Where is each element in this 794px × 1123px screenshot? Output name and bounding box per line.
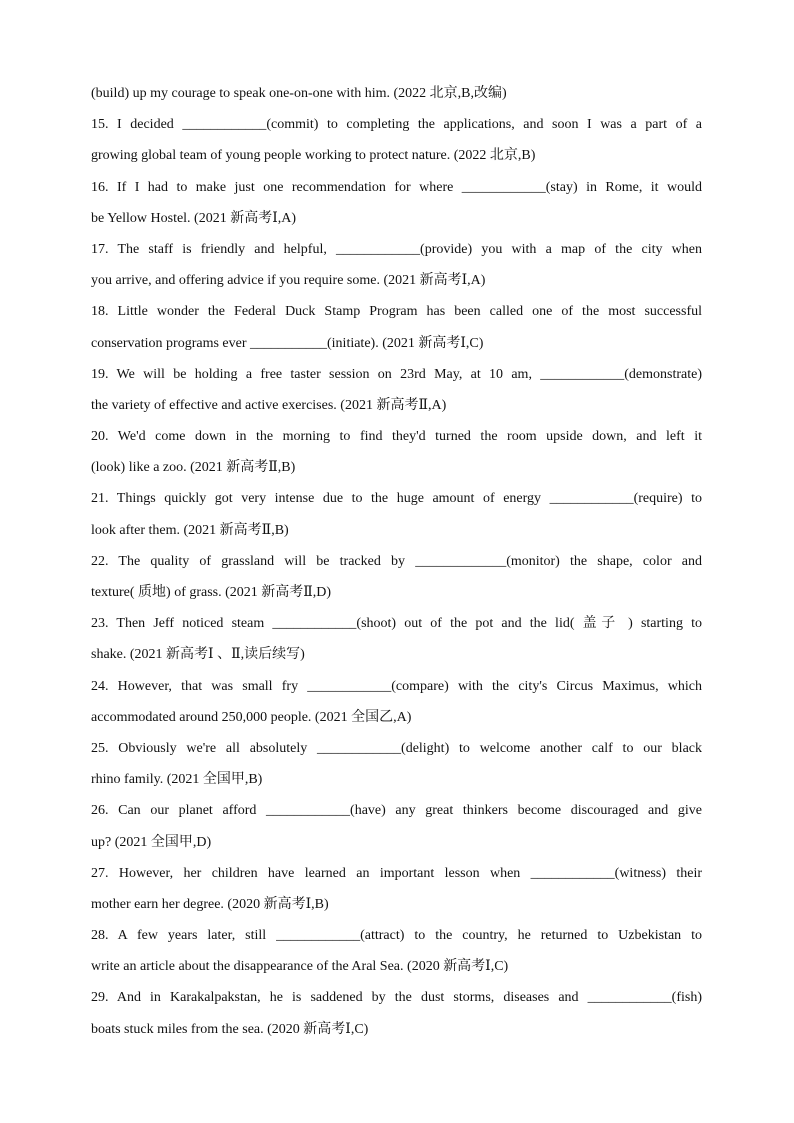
exercise-21-line-2: look after them. (2021 新高考Ⅱ,B): [91, 522, 289, 538]
exercise-29-line-1: 29. And in Karakalpakstan, he is saddened by the dust storms, diseases and ____________(fish): [91, 990, 702, 1006]
exercise-20-line-1: 20. We'd come down in the morning to find they'd turned the room upside down, and left it: [91, 429, 702, 445]
exercise-22-line-2: texture( 质地) of grass. (2021 新高考Ⅱ,D): [91, 585, 332, 600]
exercise-28-line-2: write an article about the disappearance of the Aral Sea. (2020 新高考Ⅰ,C): [91, 959, 509, 975]
exercise-21-line-1: 21. Things quickly got very intense due to the huge amount of energy ____________(require) to: [91, 491, 702, 507]
exercise-26-line-2: up? (2021 全国甲,D): [91, 834, 212, 850]
exercise-23-line-2: shake. (2021 新高考Ⅰ 、Ⅱ,读后续写): [91, 647, 305, 663]
exercise-25-line-2: rhino family. (2021 全国甲,B): [91, 772, 263, 788]
text-line: (build) up my courage to speak one-on-one with him. (2022 北京,B,改编): [91, 86, 507, 101]
exercise-27-line-2: mother earn her degree. (2020 新高考Ⅰ,B): [91, 896, 329, 912]
exercise-19-line-2: the variety of effective and active exercises. (2021 新高考Ⅱ,A): [91, 397, 447, 413]
exercise-27-line-1: 27. However, her children have learned an important lesson when ____________(witness) their: [91, 865, 702, 881]
exercise-24-line-1: 24. However, that was small fry ____________(compare) with the city's Circus Maximus, which: [91, 678, 702, 694]
exercise-17-line-1: 17. The staff is friendly and helpful, ____________(provide) you with a map of the city when: [91, 241, 702, 257]
exercise-19-line-1: 19. We will be holding a free taster session on 23rd May, at 10 am, ____________(demonstrate): [91, 366, 702, 382]
exercise-22-line-1: 22. The quality of grassland will be tracked by _____________(monitor) the shape, color and: [91, 553, 702, 569]
exercise-29-line-2: boats stuck miles from the sea. (2020 新高考Ⅰ,C): [91, 1021, 369, 1037]
exercise-list: [91, 78, 702, 1045]
exercise-28-line-1: 28. A few years later, still ____________(attract) to the country, he returned to Uzbekistan to: [91, 928, 702, 944]
exercise-24-line-2: accommodated around 250,000 people. (2021 全国乙,A): [91, 709, 412, 725]
exercise-17-line-2: you arrive, and offering advice if you require some. (2021 新高考Ⅰ,A): [91, 273, 486, 289]
exercise-15-line-2: growing global team of young people working to protect nature. (2022 北京,B): [91, 148, 536, 164]
exercise-16-line-2: be Yellow Hostel. (2021 新高考Ⅰ,A): [91, 210, 297, 226]
exercise-16-line-1: 16. If I had to make just one recommendation for where ____________(stay) in Rome, it would: [91, 179, 702, 195]
exercise-25-line-1: 25. Obviously we're all absolutely ____________(delight) to welcome another calf to our black: [91, 740, 702, 756]
exercise-15-line-1: 15. I decided ____________(commit) to completing the applications, and soon I was a part of a: [91, 117, 702, 133]
exercise-26-line-1: 26. Can our planet afford ____________(have) any great thinkers become discouraged and give: [91, 803, 702, 819]
exercise-18-line-2: conservation programs ever ___________(initiate). (2021 新高考Ⅰ,C): [91, 335, 484, 351]
exercise-23-line-1: 23. Then Jeff noticed steam ____________(shoot) out of the pot and the lid( 盖子 ) starting to: [91, 616, 702, 632]
exercise-18-line-1: 18. Little wonder the Federal Duck Stamp Program has been called one of the most successful: [91, 304, 702, 320]
exercise-20-line-2: (look) like a zoo. (2021 新高考Ⅱ,B): [91, 460, 296, 476]
